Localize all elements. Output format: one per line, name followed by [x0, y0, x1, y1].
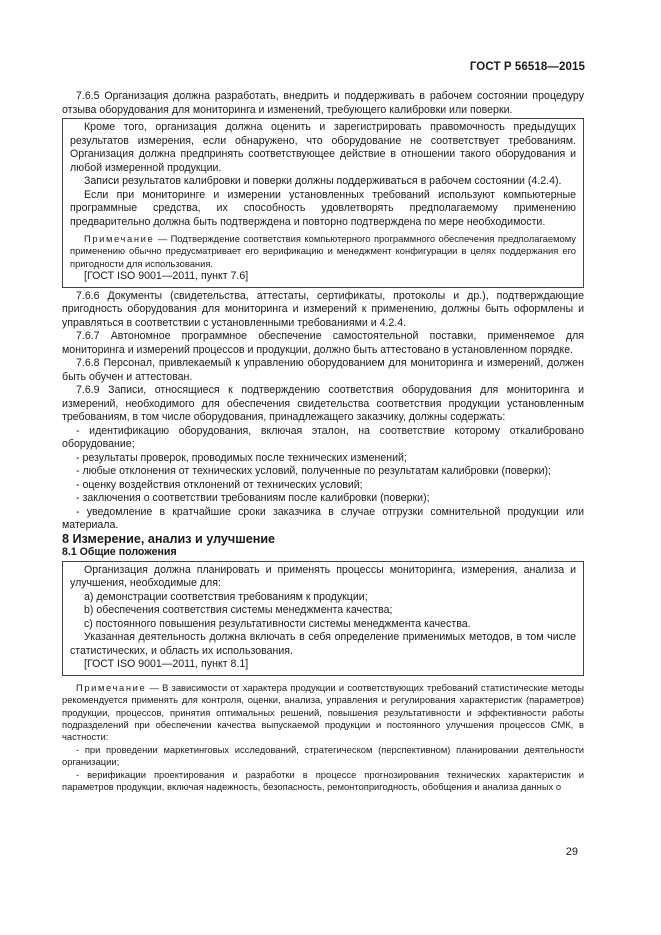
list-item: c) постоянного повышения результативности системы менеджмента качества. — [84, 617, 471, 630]
box1-paragraph-3: Если при мониторинге и измерении установленных требований используют компьютерные программные средства, их способность удовлетворять предполагаемому применению предварительно должна быть подтверждена и повторно подтверждена по мере необходимости. — [70, 188, 576, 228]
section-8-title: 8 Измерение, анализ и улучшение — [62, 531, 276, 546]
records-list — [62, 425, 584, 533]
list-item: - любые отклонения от технических условий, полученные по результатам калибровки (поверки); — [76, 465, 551, 478]
quoted-requirement-box-8-1 — [62, 561, 584, 676]
box1-paragraph-2: Записи результатов калибровки и поверки должны поддерживаться в рабочем состоянии (4.2.4). — [84, 175, 562, 187]
list-item: b) обеспечения соответствия системы менеджмента качества; — [84, 604, 393, 617]
quoted-requirement-box-7-6 — [62, 118, 584, 288]
box2-paragraph-2: Указанная деятельность должна включать в себя определение применимых методов, в том числе статистических, и область их использования. — [70, 631, 576, 657]
list-item: - заключения о соответствии требованиям после калибровки (поверки); — [76, 492, 430, 505]
note-list-item: - при проведении маркетинговых исследований, стратегическом (перспективном) планировании деятельности организации; — [62, 743, 584, 768]
paragraph-7-6-9: 7.6.9 Записи, относящиеся к подтверждению соответствия оборудования для мониторинга и измерений, необходимого для обеспечения свидетельства соответствия продукции установленным требованиям, в том числе оборудования, принадлежащего заказчику, должны содержать: — [62, 384, 584, 424]
box2-reference: [ГОСТ ISO 9001—2011, пункт 8.1] — [84, 658, 249, 671]
box1-note — [70, 233, 576, 270]
box1-paragraph-1: Кроме того, организация должна оценить и зарегистрировать правомочность предыдущих результатов измерения, если обнаружено, что оборудование не соответствует требованиям. Организация должна предпринять соответствующее действие в отношении такого оборудования и любой измеренной продукции. — [70, 121, 576, 174]
page-body — [62, 90, 584, 793]
box1-reference: [ГОСТ ISO 9001—2011, пункт 7.6] — [84, 270, 249, 283]
paragraph-7-6-6: 7.6.6 Документы (свидетельства, аттестаты, сертификаты, протоколы и др.), подтверждающие пригодность оборудования для мониторинга и измерений к применению, должны быть оформлены и управляться в соответствии с установленными требованиями и 4.2.4. — [62, 289, 584, 329]
list-item: - результаты проверок, проводимых после технических изменений; — [76, 451, 407, 464]
document-code-header: ГОСТ Р 56518—2015 — [469, 61, 585, 73]
paragraph-7-6-5: 7.6.5 Организация должна разработать, внедрить и поддерживать в рабочем состоянии процедуру отзыва оборудования для мониторинга и изменений, требующего калибровки или поверки. — [62, 90, 584, 116]
note-list-item: - верификации проектирования и разработки в процессе прогнозирования технических характеристик и параметров продукции, включая надежность, безопасность, ремонтопригодность, обобщения и анализа данных о — [62, 768, 584, 792]
note-label: Примечание — [76, 681, 147, 693]
paragraph-7-6-7: 7.6.7 Автономное программное обеспечение самостоятельной поставки, применяемое для мониторинга и измерений процессов и продукции, должно быть аттестовано в установленном порядке. — [62, 330, 584, 356]
box2-paragraph-1: Организация должна планировать и применять процессы мониторинга, измерения, анализа и улучшения, необходимые для: — [70, 563, 576, 590]
paragraph-7-6-8: 7.6.8 Персонал, привлекаемый к управлению оборудованием для мониторинга и измерений, должен быть обучен и аттестован. — [62, 357, 584, 383]
note-text: — Подтверждение соответствия компьютерного программного обеспечения предполагаемому применению обычно предусматривает его верификацию и менеджмент конфигурации в целях поддержания его пригодности для использования. — [70, 233, 576, 269]
note-label: Примечание — [84, 233, 155, 244]
list-item: - уведомление в кратчайшие сроки заказчика в случае отгрузки сомнительной продукции или материала. — [62, 505, 584, 532]
list-item: a) демонстрации соответствия требованиям к продукции; — [84, 590, 368, 603]
note-text: — В зависимости от характера продукции и соответствующих требований статистические методы рекомендуется применять для контроля, оценки, анализа, управления и регулирования характеристик (параметров) продукции, процессов, принятия оптимальных решений, повышения результативности и эффективности работы подразделений при обеспечении качества выпускаемой продукции и постоянного улучшения процессов СМК, в частности: — [62, 681, 584, 743]
note-8-1 — [62, 682, 584, 744]
page-number: 29 — [565, 846, 578, 858]
list-item: - оценку воздействия отклонений от технических условий; — [76, 478, 363, 491]
list-item: - идентификацию оборудования, включая эталон, на соответствие которому откалибровано оборудование; — [62, 424, 584, 451]
section-8-1-title: 8.1 Общие положения — [62, 546, 177, 559]
